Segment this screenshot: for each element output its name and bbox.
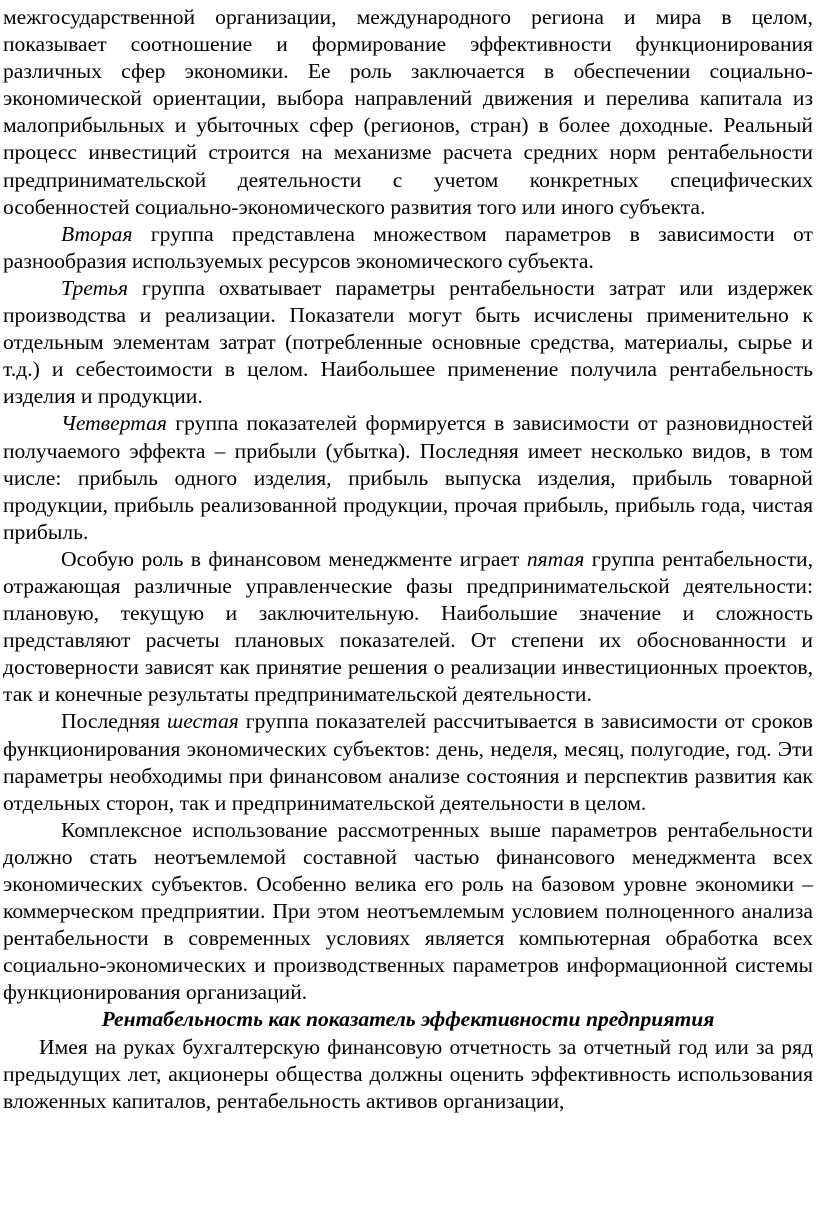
paragraph-6-text: группа показателей рассчитывается в зависимости от сроков функционирования экономических субъектов: день, неделя, месяц, полугодие, год. Эти параметры необходимы при финансовом анализе состояния и перспектив развития как отдельных сторон, так и предпринимательской деятельности в целом. — [3, 709, 813, 815]
paragraph-6-lead: Последняя — [61, 709, 167, 734]
paragraph-1-text: межгосударственной организации, международного региона и мира в целом, показывает соотношение и формирование эффективности функционирования различных сфер экономики. Ее роль заключается в обеспечении социально-экономической ориентации, выбора направлений движения и перелива капитала из малоприбыльных и убыточных сфер (регионов, стран) в более доходные. Реальный процесс инвестиций строится на механизме расчета средних норм рентабельности предпринимательской деятельности с учетом конкретных специфических особенностей социально-экономического развития того или иного субъекта. — [3, 5, 813, 219]
paragraph-final — [3, 1034, 813, 1115]
paragraph-4-emphasis: Четвертая — [61, 411, 167, 436]
paragraph-2-text: группа представлена множеством параметров в зависимости от разнообразия используемых ресурсов экономического субъекта. — [3, 221, 813, 273]
paragraph-3-text: группа охватывает параметры рентабельности затрат или издержек производства и реализации. Показатели могут быть исчислены применительно к отдельным элементам затрат (потребленные основные средства, материалы, сырье и т.д.) и себестоимости в целом. Наибольшее применение получила рентабельность изделия и продукции. — [3, 275, 813, 409]
paragraph-2-emphasis: Вторая — [61, 221, 133, 246]
paragraph-5 — [3, 546, 813, 709]
paragraph-7-text: Комплексное использование рассмотренных выше параметров рентабельности должно стать неотъемлемой составной частью финансового менеджмента всех экономических субъектов. Особенно велика его роль на базовом уровне экономики – коммерческом предприятии. При этом неотъемлемым условием полноценного анализа рентабельности в современных условиях является компьютерная обработка всех социально-экономических и производственных параметров информационной системы функционирования организаций. — [3, 817, 813, 1005]
paragraph-3 — [3, 275, 813, 410]
paragraph-7 — [3, 817, 813, 1007]
paragraph-6-emphasis: шестая — [166, 709, 239, 734]
paragraph-1 — [3, 4, 813, 221]
paragraph-5-emphasis: пятая — [526, 546, 585, 571]
paragraph-4-text: группа показателей формируется в зависимости от разновидностей получаемого эффекта – прибыли (убытка). Последняя имеет несколько видов, в том числе: прибыль одного изделия, прибыль выпуска изделия, прибыль товарной продукции, прибыль реализованной продукции, прочая прибыль, прибыль года, чистая прибыль. — [3, 411, 813, 544]
paragraph-final-text: Имея на руках бухгалтерскую финансовую отчетность за отчетный год или за ряд предыдущих лет, акционеры общества должны оценить эффективность использования вложенных капиталов, рентабельность активов организации, — [3, 1034, 813, 1113]
section-heading: Рентабельность как показатель эффективности предприятия — [101, 1007, 715, 1032]
paragraph-2 — [3, 221, 813, 275]
paragraph-5-text: группа рентабельности, отражающая различные управленческие фазы предпринимательской деятельности: плановую, текущую и заключительную. Наибольшие значение и сложность представляют расчеты плановых показателей. От степени их обоснованности и достоверности зависят как принятие решения о реализации инвестиционных проектов, так и конечные результаты предпринимательской деятельности. — [3, 546, 813, 707]
paragraph-5-lead: Особую роль в финансовом менеджменте играет — [61, 546, 527, 571]
paragraph-6 — [3, 708, 813, 816]
paragraph-4 — [3, 410, 813, 545]
paragraph-3-emphasis: Третья — [61, 275, 129, 300]
